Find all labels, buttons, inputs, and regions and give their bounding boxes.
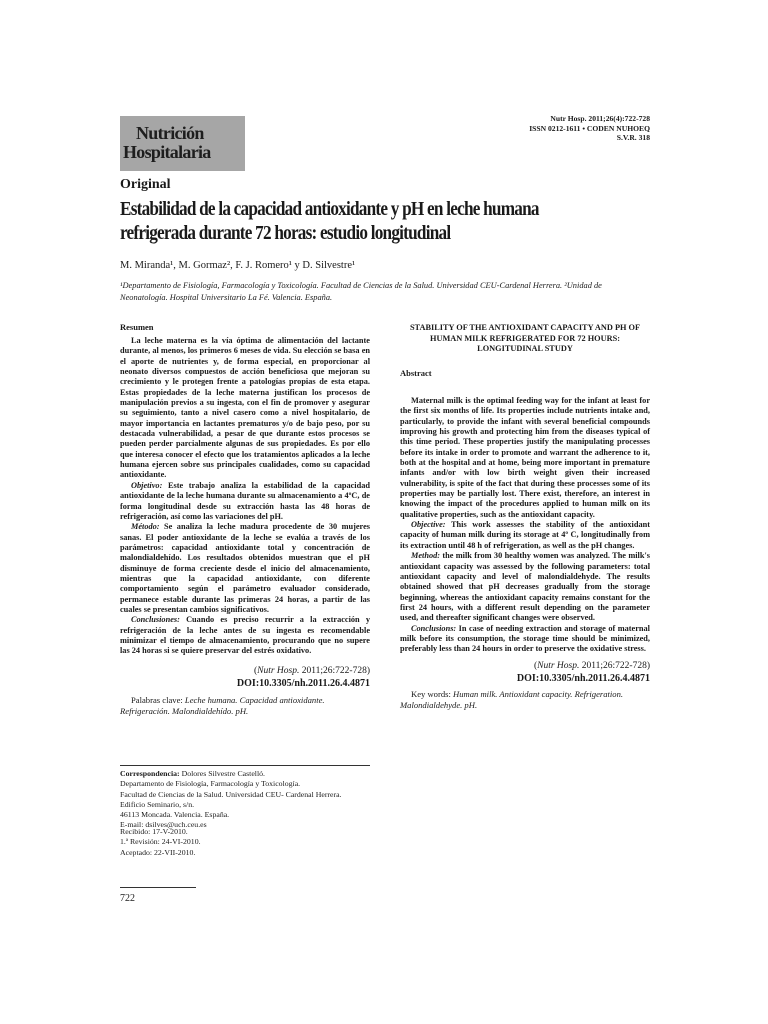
journal-svr: S.V.R. 318 (616, 133, 650, 143)
conclusions-text: In case of needing extraction and storage of maternal milk before its consumption, the storage time should be minimized, preferably less than 24 hours in order to preserve the oxidative stress. (400, 623, 650, 654)
correspondence-line-4: Edificio Seminario, s/n. (120, 799, 195, 809)
abstract-doi: DOI:10.3305/nh.2011.26.4.4871 (516, 672, 650, 684)
objective-text: This work assesses the stability of the antioxidant capacity of human milk during its storage at 4º C, longitudinally from its extraction until 48 h of refrigeration, as well as the pH changes. (400, 520, 650, 550)
abstract-intro: Maternal milk is the optimal feeding way for the infant at least for the first six months of life. Its properties include nutrients intake and, particularly, to provide the infant with several beneficial compounds improving his growth and protecting him from the diseases typical of this time period. These properties justify the manipulating processes before its intake in order to promote and warrant the adherence to it, both at the hospital and at home, being more important in premature infants and/or with low birth weight given their increased vulnerability, is spite of the fact that during these processes some of its properties may be partially lost. There exist, therefore, an interest in knowing the impact of the procedures applied to human milk on its qualitative properties, such as the antioxidant capacity. (400, 396, 650, 519)
resumen-body (120, 336, 370, 717)
key-words-label: Key words: (411, 689, 451, 700)
logo-line-2: Hospitalaria (123, 142, 211, 162)
abstract-cite-journal: Nutr Hosp. (537, 660, 580, 671)
abstract-heading: Abstract (400, 368, 432, 378)
correspondence-label: Correspondencia: (120, 769, 180, 778)
correspondence-line-1 (120, 769, 370, 779)
abstract-objective (400, 520, 650, 551)
abstract-citation: (Nutr Hosp. 2011;26:722-728) (533, 660, 650, 671)
abstract-conclusions (400, 624, 650, 655)
metodo-text: Se analiza la leche madura procedente de 30 mujeres sanas. El poder antioxidante de la leche se evalúa a través de los parámetros: capacidad antioxidante total y concentración de malondialdehído. Los resultados obtenidos muestran que el pH disminuye de forma creciente desde el inicio del almacenamiento, mientras que la capacidad antioxidante, con diferente comportamiento según el parámetro evaluador considerado, permanece estable durante las primeras 24 horas, a partir de las cuales se presentan cambios significativos. (120, 522, 370, 614)
resumen-cite-journal: Nutr Hosp. (257, 665, 300, 676)
resumen-heading: Resumen (120, 322, 154, 332)
resumen-cite-rest: 2011;26:722-728) (299, 665, 370, 676)
article-affiliations: ¹Departamento de Fisiología, Farmacología y Toxicología. Facultad de Ciencias de la Salud. Universidad CEU-Cardenal Herrera. ²Unidad de Neonatología. Hospital Universitario La Fé. Valencia. España. (120, 281, 602, 302)
abstract-keywords (400, 689, 650, 711)
resumen-keywords (120, 695, 370, 717)
method-label: Method: (411, 551, 441, 561)
conclusions-label: Conclusions: (411, 623, 457, 633)
conclusiones-label: Conclusiones: (131, 615, 180, 625)
journal-publication-info (529, 114, 650, 143)
article-authors: M. Miranda¹, M. Gormaz², F. J. Romero¹ y D. Silvestre¹ (120, 260, 356, 271)
correspondence-email[interactable]: E-mail: dsilves@uch.ceu.es (120, 820, 207, 830)
date-revision: 1.ª Revisión: 24-VI-2010. (120, 837, 201, 847)
article-section: Original (120, 177, 171, 192)
abstract-body (400, 396, 650, 711)
title-line-2: refrigerada durante 72 horas: estudio longitudinal (120, 222, 451, 244)
metodo-label: Método: (131, 522, 160, 532)
correspondence-line-2: Departamento de Fisiología, Farmacología y Toxicología. (120, 779, 301, 789)
page-number-rule (120, 887, 196, 888)
conclusiones-text: Cuando es preciso recurrir a la extracción y refrigeración de la leche antes de su ingesta es recomendable minimizar el tiempo de almacenamiento, procurando que no supere las 24 horas si se quiere preservar del estrés oxidativo. (120, 615, 370, 656)
article-title (120, 197, 576, 245)
date-received: Recibido: 17-V-2010. (120, 827, 188, 836)
resumen-paragraph (120, 336, 370, 481)
abstract-method (400, 551, 650, 623)
article-dates (120, 827, 370, 858)
correspondence-block (120, 769, 370, 831)
resumen-metodo (120, 522, 370, 615)
page-number: 722 (120, 893, 135, 904)
method-text: the milk from 30 healthy women was analyzed. The milk's antioxidant capacity was assessed by the following parameters: total antioxidant capacity and level of malondialdehyde. The results obtained showed that pH decreases gradually from the storage beginning, whereas the antioxidant capacity remains constant for the first 24 hours, with a different result depending on the parameter used, and thereafter significant changes were observed. (400, 551, 650, 623)
abstract-cite-rest: 2011;26:722-728) (579, 660, 650, 671)
resumen-intro: La leche materna es la vía óptima de alimentación del lactante durante, al menos, los primeros 6 meses de vida. Su elección se basa en el aporte de nutrientes y, de forma especial, en proporcionar al neonato diversos compuestos de acción beneficiosa que mejoran su crecimiento y le protegen frente a patologías propias de esta etapa. Estas propiedades de la leche materna justifican los procesos de manipulación previos a su ingesta, con el fin de promover y asegurar su seguimiento, tanto a nivel casero como a nivel hospitalario, de mayor importancia en lactantes prematuros y/o de bajo peso, por su destacada vulnerabilidad, a pesar de que durante estos procesos se pueden perder parcialmente algunas de sus propiedades. Es por ello que interesa conocer el efecto que los tratamientos aplicados a la leche humana ejercen sobre sus principales cualidades, como su capacidad antioxidante. (120, 336, 370, 480)
correspondence-divider (120, 765, 370, 766)
date-accepted: Aceptado: 22-VII-2010. (120, 847, 196, 857)
correspondence-line-3: Facultad de Ciencias de la Salud. Universidad CEU- Cardenal Herrera. (120, 789, 342, 799)
key-words-text: Human milk. Antioxidant capacity. Refrigeration. Malondialdehyde. pH. (400, 689, 624, 711)
logo-line-1: Nutrición (136, 123, 204, 143)
correspondence-name: Dolores Silvestre Castelló. (179, 769, 265, 778)
journal-issn: ISSN 0212-1611 • CODEN NUHOEQ (529, 123, 650, 133)
palabras-clave-label: Palabras clave: (131, 695, 183, 706)
objetivo-label: Objetivo: (131, 480, 163, 490)
palabras-clave-text: Leche humana. Capacidad antioxidante. Refrigeración. Malondialdehído. pH. (120, 695, 325, 717)
title-line-1: Estabilidad de la capacidad antioxidante y pH en leche humana (120, 198, 539, 220)
objetivo-text: Este trabajo analiza la estabilidad de la capacidad antioxidante de la leche humana durante su almacenamiento a 4ºC, de forma longitudinal desde su extracción hasta las 48 horas de refrigeración, así como las variaciones del pH. (120, 480, 370, 521)
journal-citation: Nutr Hosp. 2011;26(4):722-728 (550, 114, 650, 123)
resumen-citation: (Nutr Hosp. 2011;26:722-728) (253, 665, 370, 676)
objective-label: Objective: (411, 520, 446, 530)
resumen-conclusiones (120, 615, 370, 656)
resumen-doi: DOI:10.3305/nh.2011.26.4.4871 (236, 678, 370, 689)
journal-logo (120, 116, 245, 171)
abstract-paragraph (400, 396, 650, 520)
english-title: STABILITY OF THE ANTIOXIDANT CAPACITY AND PH OF HUMAN MILK REFRIGERATED FOR 72 HOURS: LONGITUDINAL STUDY (409, 323, 641, 353)
resumen-objetivo (120, 481, 370, 522)
correspondence-line-5: 46113 Moncada. Valencia. España. (120, 810, 230, 820)
